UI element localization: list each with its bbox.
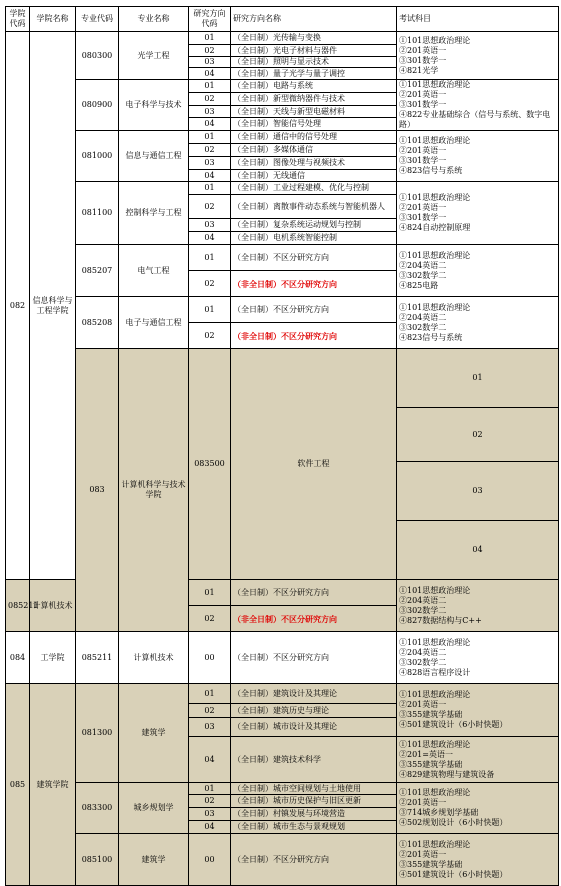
dir-code: 01: [189, 684, 231, 704]
dir-name: （全日制）不区分研究方向: [231, 245, 397, 271]
exam-line: ④824自动控制原理: [399, 223, 471, 232]
dir-name: （非全日制）不区分研究方向: [231, 271, 397, 297]
exam-line: ③301数学一: [399, 55, 447, 65]
major-code: 085207: [76, 245, 119, 297]
dir-name: （全日制）城市生态与景观规划: [231, 821, 397, 834]
major-name: 计算机技术: [119, 632, 189, 684]
header-college-code: 学院代码: [6, 7, 30, 32]
exam-subjects: [397, 580, 559, 632]
dir-code: 02: [189, 144, 231, 157]
dir-code: 03: [189, 718, 231, 737]
dir-code: 02: [189, 45, 231, 57]
dir-code: 00: [189, 834, 231, 886]
college-name: 建筑学院: [30, 684, 76, 886]
exam-line: ①101思想政治理论: [399, 250, 471, 260]
exam-line: ①101思想政治理论: [399, 739, 471, 749]
exam-subjects: [397, 80, 559, 131]
major-name: 信息与通信工程: [119, 131, 189, 182]
major-code: 085208: [76, 297, 119, 349]
exam-line: ④822专业基础综合（信号与系统、数字电路）: [399, 110, 551, 129]
dir-name: （全日制）通信中的信号处理: [231, 131, 397, 144]
exam-line: ③301数学一: [399, 156, 447, 165]
dir-name: （全日制）电路与系统: [231, 80, 397, 93]
college-code: 082: [6, 32, 30, 580]
dir-code: 04: [189, 232, 231, 245]
exam-line: ①101思想政治理论: [399, 637, 471, 647]
exam-line: ②201英语一: [399, 146, 447, 155]
dir-name: （全日制）不区分研究方向: [231, 297, 397, 323]
dir-code: 02: [189, 323, 231, 349]
dir-name: （全日制）城市历史保护与旧区更新: [231, 795, 397, 808]
header-major-name: 专业名称: [119, 7, 189, 32]
exam-subjects: [397, 684, 559, 737]
dir-name: （全日制）建筑设计及其理论: [231, 684, 397, 704]
dir-code: 01: [189, 80, 231, 93]
major-code: 081100: [76, 182, 119, 245]
major-name: 计算机技术: [30, 580, 76, 632]
dir-code: 04: [189, 170, 231, 182]
major-code: 081300: [76, 684, 119, 783]
dir-code: 01: [189, 580, 231, 606]
exam-subjects: [397, 245, 559, 297]
dir-code: 01: [189, 131, 231, 144]
dir-name: （全日制）智能信号处理: [231, 118, 397, 131]
exam-line: ③302数学二: [399, 605, 447, 615]
major-code: 080900: [76, 80, 119, 131]
exam-line: ③301数学一: [399, 100, 447, 109]
exam-line: ④501建筑设计（6小时快题）: [399, 720, 508, 729]
dir-name: （全日制）村镇发展与环境营造: [231, 808, 397, 821]
exam-line: ④828语言程序设计: [399, 667, 471, 677]
exam-line: ①101思想政治理论: [399, 80, 471, 89]
exam-line: ②201英语一: [399, 849, 447, 859]
admissions-table: [5, 6, 559, 886]
major-code: 080300: [76, 32, 119, 80]
dir-code: 03: [189, 808, 231, 821]
exam-line: ④829建筑物理与建筑设备: [399, 769, 495, 779]
dir-name: （全日制）离散事件动态系统与智能机器人: [231, 195, 397, 219]
dir-code: 02: [189, 704, 231, 718]
major-name: 电子与通信工程: [119, 297, 189, 349]
dir-name: （全日制）工业过程建模、优化与控制: [231, 182, 397, 195]
college-name: 信息科学与工程学院: [30, 32, 76, 580]
exam-line: ②201=英语一: [399, 749, 453, 759]
dir-code: 02: [189, 795, 231, 808]
major-name: 电气工程: [119, 245, 189, 297]
exam-subjects: [397, 737, 559, 783]
major-name: 软件工程: [231, 349, 397, 580]
exam-line: ②204英语二: [399, 260, 447, 270]
dir-name: （全日制）电机系统智能控制: [231, 232, 397, 245]
dir-name: （全日制）量子光学与量子调控: [231, 68, 397, 80]
major-code: 081000: [76, 131, 119, 182]
dir-name: （全日制）不区分研究方向: [231, 632, 397, 684]
exam-subjects: [397, 783, 559, 834]
exam-line: ②201英语一: [399, 700, 447, 709]
exam-line: ①101思想政治理论: [399, 302, 471, 312]
exam-subjects: [397, 834, 559, 886]
dir-code: 02: [189, 606, 231, 632]
header-dir-code: 研究方向代码: [189, 7, 231, 32]
exam-line: ①101思想政治理论: [399, 839, 471, 849]
dir-name: （全日制）图像处理与视频技术: [231, 157, 397, 170]
exam-line: ①101思想政治理论: [399, 788, 471, 797]
dir-name: （全日制）不区分研究方向: [231, 580, 397, 606]
exam-line: ③302数学二: [399, 322, 447, 332]
header-row: [6, 7, 559, 32]
dir-code: 04: [397, 521, 559, 580]
dir-code: 02: [397, 407, 559, 461]
exam-line: ④501建筑设计（6小时快题）: [399, 869, 508, 879]
dir-name: （全日制）新型微纳器件与技术: [231, 93, 397, 106]
exam-subjects: [397, 131, 559, 182]
dir-code: 01: [189, 182, 231, 195]
exam-line: ④825电路: [399, 280, 439, 290]
exam-line: ②201英语一: [399, 90, 447, 99]
exam-line: ④823信号与系统: [399, 332, 463, 342]
college-name: 工学院: [30, 632, 76, 684]
major-name: 控制科学与工程: [119, 182, 189, 245]
dir-name: （全日制）城市设计及其理论: [231, 718, 397, 737]
table-row: [6, 32, 559, 45]
dir-code: 03: [189, 106, 231, 118]
major-name: 电子科学与技术: [119, 80, 189, 131]
exam-line: ②201英语一: [399, 203, 447, 212]
exam-line: ②204英语二: [399, 312, 447, 322]
dir-name: （非全日制）不区分研究方向: [231, 606, 397, 632]
dir-code: 01: [189, 783, 231, 795]
dir-name: （全日制）不区分研究方向: [231, 834, 397, 886]
exam-subjects: [397, 632, 559, 684]
admissions-table-container: [5, 6, 559, 886]
exam-line: ②204英语二: [399, 595, 447, 605]
header-college-name: 学院名称: [30, 7, 76, 32]
dir-name: （全日制）无线通信: [231, 170, 397, 182]
dir-code: 01: [189, 297, 231, 323]
exam-line: ④827数据结构与C++: [399, 615, 482, 625]
dir-name: （全日制）建筑历史与理论: [231, 704, 397, 718]
dir-code: 04: [189, 118, 231, 131]
header-exam: 考试科目: [397, 7, 559, 32]
major-name: 建筑学: [119, 684, 189, 783]
exam-line: ④821光学: [399, 65, 439, 75]
exam-line: ②204英语二: [399, 647, 447, 657]
college-code: 083: [76, 349, 119, 632]
exam-subjects: [397, 182, 559, 245]
dir-code: 04: [189, 68, 231, 80]
exam-line: ③714城乡规划学基础: [399, 808, 479, 817]
exam-subjects: [397, 32, 559, 80]
college-code: 085: [6, 684, 30, 886]
dir-name: （全日制）天线与新型电磁材料: [231, 106, 397, 118]
major-code: 083300: [76, 783, 119, 834]
exam-line: ④823信号与系统: [399, 166, 463, 175]
exam-line: ③355建筑学基础: [399, 859, 463, 869]
exam-line: ③355建筑学基础: [399, 759, 463, 769]
dir-code: 04: [189, 737, 231, 783]
dir-name: （全日制）光传输与变换: [231, 32, 397, 45]
dir-code: 04: [189, 821, 231, 834]
dir-code: 03: [189, 57, 231, 68]
dir-code: 02: [189, 93, 231, 106]
dir-name: （非全日制）不区分研究方向: [231, 323, 397, 349]
header-major-code: 专业代码: [76, 7, 119, 32]
header-dir-name: 研究方向名称: [231, 7, 397, 32]
dir-code: 03: [397, 462, 559, 521]
exam-line: ③301数学一: [399, 213, 447, 222]
exam-line: ③355建筑学基础: [399, 710, 463, 719]
dir-code: 01: [397, 349, 559, 408]
exam-line: ①101思想政治理论: [399, 690, 471, 699]
dir-name: （全日制）多媒体通信: [231, 144, 397, 157]
major-code: 085100: [76, 834, 119, 886]
dir-name: （全日制）照明与显示技术: [231, 57, 397, 68]
dir-code: 01: [189, 245, 231, 271]
dir-code: 02: [189, 195, 231, 219]
major-name: 光学工程: [119, 32, 189, 80]
dir-name: （全日制）复杂系统运动规划与控制: [231, 219, 397, 232]
exam-line: ③302数学二: [399, 657, 447, 667]
major-code: 083500: [189, 349, 231, 580]
exam-line: ②201英语一: [399, 45, 447, 55]
dir-code: 02: [189, 271, 231, 297]
dir-name: （全日制）城市空间规划与土地使用: [231, 783, 397, 795]
major-code: 085211: [6, 580, 30, 632]
exam-line: ①101思想政治理论: [399, 35, 471, 45]
dir-code: 03: [189, 219, 231, 232]
major-name: 城乡规划学: [119, 783, 189, 834]
dir-code: 00: [189, 632, 231, 684]
exam-line: ①101思想政治理论: [399, 193, 471, 202]
exam-line: ①101思想政治理论: [399, 585, 471, 595]
dir-code: 03: [189, 157, 231, 170]
college-name: 计算机科学与技术学院: [119, 349, 189, 632]
exam-subjects: [397, 297, 559, 349]
college-code: 084: [6, 632, 30, 684]
exam-line: ①101思想政治理论: [399, 136, 471, 145]
exam-line: ②201英语一: [399, 798, 447, 807]
dir-name: （全日制）建筑技术科学: [231, 737, 397, 783]
major-name: 建筑学: [119, 834, 189, 886]
dir-code: 01: [189, 32, 231, 45]
dir-name: （全日制）光电子材料与器件: [231, 45, 397, 57]
major-code: 085211: [76, 632, 119, 684]
exam-line: ④502规划设计（6小时快题）: [399, 818, 508, 827]
exam-line: ③302数学二: [399, 270, 447, 280]
